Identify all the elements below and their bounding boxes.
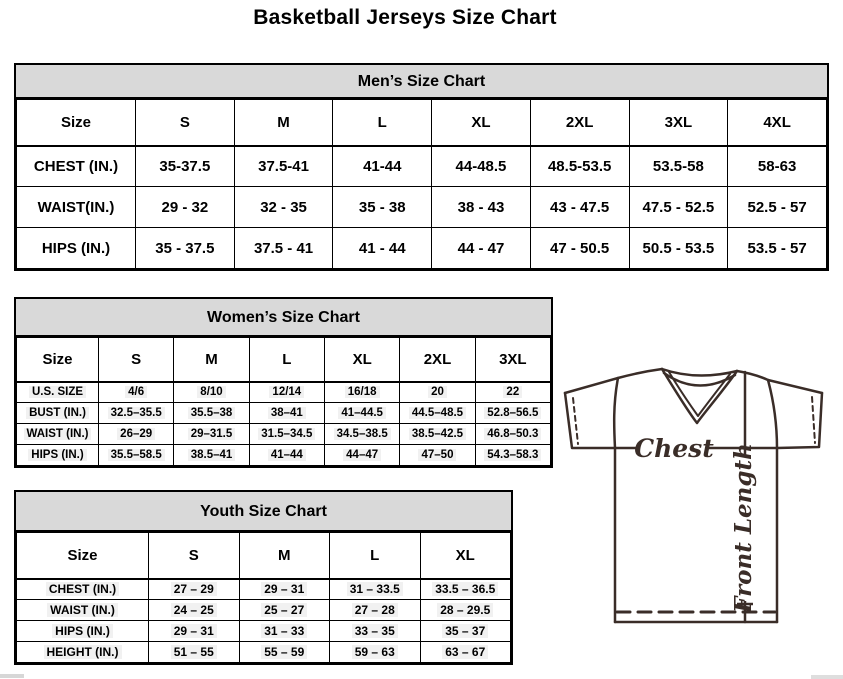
value-cell: 38.5–41 (174, 445, 249, 466)
value-cell: 22 (475, 382, 550, 403)
value-cell: 29 – 31 (239, 579, 330, 600)
value-cell: 38.5–42.5 (400, 424, 475, 445)
value-cell: 52.5 - 57 (728, 187, 827, 228)
value-cell: 35 – 37 (420, 621, 511, 642)
jersey-right-shoulder-line (737, 371, 822, 393)
value-cell: 31 – 33 (239, 621, 330, 642)
value-cell: 35.5–58.5 (99, 445, 174, 466)
size-corner-cell: Size (17, 100, 136, 146)
value-cell: 44 - 47 (432, 228, 531, 269)
table-row (17, 146, 827, 187)
value-cell: 46.8–50.3 (475, 424, 550, 445)
jersey-right-sleeve-outline (777, 393, 822, 448)
value-cell: 37.5 - 41 (234, 228, 333, 269)
value-cell: 35.5–38 (174, 403, 249, 424)
size-header-cell: XL (324, 338, 399, 382)
table-row (17, 621, 511, 642)
value-cell: 29–31.5 (174, 424, 249, 445)
value-cell: 51 – 55 (149, 642, 240, 663)
value-cell: 27 – 29 (149, 579, 240, 600)
value-cell: 26–29 (99, 424, 174, 445)
size-corner-cell: Size (17, 533, 149, 579)
value-cell: 20 (400, 382, 475, 403)
womens-chart-header: Women’s Size Chart (16, 299, 551, 337)
horizontal-scrollbar-fragment-right[interactable] (811, 675, 843, 679)
value-cell: 55 – 59 (239, 642, 330, 663)
jersey-measurement-diagram (558, 358, 840, 678)
jersey-left-body-outline (614, 378, 618, 622)
size-header-cell: XL (420, 533, 511, 579)
value-cell: 35 - 37.5 (136, 228, 235, 269)
value-cell: 41 - 44 (333, 228, 432, 269)
table-row (17, 228, 827, 269)
size-header-cell: M (234, 100, 333, 146)
value-cell: 35-37.5 (136, 146, 235, 187)
chest-label: Chest (634, 434, 714, 463)
value-cell: 32.5–35.5 (99, 403, 174, 424)
value-cell: 47 - 50.5 (530, 228, 629, 269)
row-label-cell: WAIST(IN.) (17, 187, 136, 228)
value-cell: 54.3–58.3 (475, 445, 550, 466)
page-title: Basketball Jerseys Size Chart (253, 6, 557, 29)
value-cell: 16/18 (324, 382, 399, 403)
value-cell: 24 – 25 (149, 600, 240, 621)
value-cell: 41-44 (333, 146, 432, 187)
row-label-cell: CHEST (IN.) (17, 146, 136, 187)
youth-chart-header: Youth Size Chart (16, 492, 511, 532)
size-header-cell: L (333, 100, 432, 146)
row-label-cell: U.S. SIZE (17, 382, 99, 403)
table-row (17, 445, 551, 466)
size-corner-cell: Size (17, 338, 99, 382)
size-header-cell: S (136, 100, 235, 146)
value-cell: 32 - 35 (234, 187, 333, 228)
jersey-right-cuff-dashed-line (812, 397, 815, 443)
value-cell: 28 – 29.5 (420, 600, 511, 621)
horizontal-scrollbar-fragment-left[interactable] (0, 674, 24, 678)
table-row (17, 382, 551, 403)
value-cell: 41–44.5 (324, 403, 399, 424)
value-cell: 53.5 - 57 (728, 228, 827, 269)
value-cell: 58-63 (728, 146, 827, 187)
value-cell: 38 - 43 (432, 187, 531, 228)
table-row (17, 579, 511, 600)
value-cell: 29 - 32 (136, 187, 235, 228)
size-header-cell: 3XL (629, 100, 728, 146)
value-cell: 29 – 31 (149, 621, 240, 642)
jersey-right-body-outline (768, 380, 777, 622)
value-cell: 34.5–38.5 (324, 424, 399, 445)
value-cell: 35 - 38 (333, 187, 432, 228)
value-cell: 44-48.5 (432, 146, 531, 187)
value-cell: 37.5-41 (234, 146, 333, 187)
value-cell: 31.5–34.5 (249, 424, 324, 445)
size-header-cell: XL (432, 100, 531, 146)
row-label-cell: BUST (IN.) (17, 403, 99, 424)
table-row (17, 600, 511, 621)
row-label-cell: WAIST (IN.) (17, 424, 99, 445)
value-cell: 47–50 (400, 445, 475, 466)
womens-size-chart-section (14, 297, 553, 468)
jersey-left-shoulder-line (565, 369, 662, 393)
table-row (17, 187, 827, 228)
size-header-cell: M (239, 533, 330, 579)
value-cell: 52.8–56.5 (475, 403, 550, 424)
row-label-cell: HIPS (IN.) (17, 445, 99, 466)
row-label-cell: CHEST (IN.) (17, 579, 149, 600)
value-cell: 63 – 67 (420, 642, 511, 663)
jersey-collar-top-line (662, 369, 737, 376)
table-row (17, 403, 551, 424)
row-label-cell: WAIST (IN.) (17, 600, 149, 621)
value-cell: 27 – 28 (330, 600, 421, 621)
table-row (17, 642, 511, 663)
front-length-label: Front Length (730, 443, 757, 613)
value-cell: 41–44 (249, 445, 324, 466)
row-label-cell: HEIGHT (IN.) (17, 642, 149, 663)
value-cell: 48.5-53.5 (530, 146, 629, 187)
size-header-cell: L (330, 533, 421, 579)
value-cell: 43 - 47.5 (530, 187, 629, 228)
value-cell: 53.5-58 (629, 146, 728, 187)
youth-size-chart-section (14, 490, 513, 665)
size-header-cell: 2XL (400, 338, 475, 382)
value-cell: 31 – 33.5 (330, 579, 421, 600)
youth-size-table (16, 532, 511, 663)
size-header-cell: 3XL (475, 338, 550, 382)
womens-size-table (16, 337, 551, 466)
value-cell: 4/6 (99, 382, 174, 403)
value-cell: 59 – 63 (330, 642, 421, 663)
jersey-left-cuff-dashed-line (573, 398, 578, 444)
size-header-cell: 2XL (530, 100, 629, 146)
value-cell: 47.5 - 52.5 (629, 187, 728, 228)
size-header-cell: M (174, 338, 249, 382)
value-cell: 50.5 - 53.5 (629, 228, 728, 269)
value-cell: 12/14 (249, 382, 324, 403)
value-cell: 8/10 (174, 382, 249, 403)
size-header-cell: L (249, 338, 324, 382)
mens-chart-header: Men’s Size Chart (16, 65, 827, 99)
value-cell: 44–47 (324, 445, 399, 466)
row-label-cell: HIPS (IN.) (17, 228, 136, 269)
mens-size-chart-section (14, 63, 829, 271)
value-cell: 38–41 (249, 403, 324, 424)
mens-size-table (16, 99, 827, 269)
value-cell: 33.5 – 36.5 (420, 579, 511, 600)
row-label-cell: HIPS (IN.) (17, 621, 149, 642)
size-header-cell: S (99, 338, 174, 382)
table-row (17, 424, 551, 445)
size-header-cell: S (149, 533, 240, 579)
value-cell: 25 – 27 (239, 600, 330, 621)
value-cell: 44.5–48.5 (400, 403, 475, 424)
size-header-cell: 4XL (728, 100, 827, 146)
value-cell: 33 – 35 (330, 621, 421, 642)
